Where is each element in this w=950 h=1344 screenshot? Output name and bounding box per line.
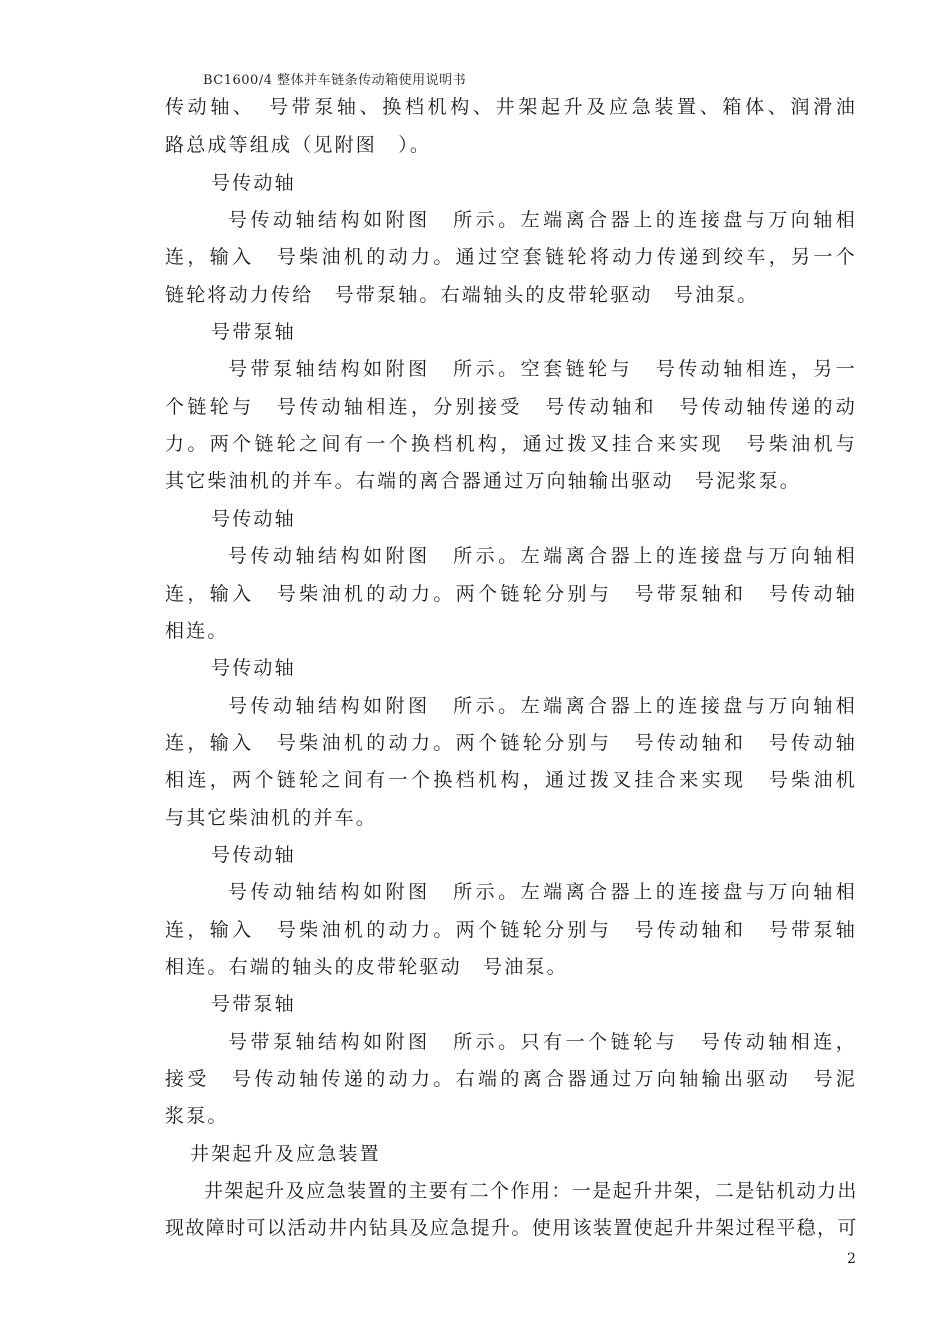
text-line: 其它柴油机的并车。右端的离合器通过万向轴输出驱动 号泥浆泵。 — [165, 470, 802, 492]
text-line: 现故障时可以活动井内钻具及应急提升。使用该装置使起升井架过程平稳，可 — [165, 1217, 857, 1239]
text-line: 号传动轴结构如附图 所示。左端离合器上的连接盘与万向轴相 — [228, 695, 857, 717]
text-line: 相连。 — [165, 620, 229, 642]
section-heading: 号带泵轴 — [211, 321, 296, 343]
text-line: 力。两个链轮之间有一个换档机构，通过拨叉挂合来实现 号柴油机与 — [165, 433, 857, 455]
text-line: 连，输入 号柴油机的动力。两个链轮分别与 号传动轴和 号带泵轴 — [165, 919, 857, 941]
text-line: 与其它柴油机的并车。 — [165, 807, 378, 829]
text-line: 井架起升及应急装置的主要有二个作用：一是起升井架，二是钻机动力出 — [204, 1180, 857, 1202]
text-line: 路总成等组成（见附图 ）。 — [165, 134, 432, 156]
page-number: 2 — [847, 1251, 856, 1267]
text-line: 个链轮与 号传动轴相连，分别接受 号传动轴和 号传动轴传递的动 — [165, 396, 857, 418]
section-heading: 号传动轴 — [211, 172, 296, 194]
text-line: 接受 号传动轴传递的动力。右端的离合器通过万向轴输出驱动 号泥 — [165, 1068, 857, 1090]
text-line: 传动轴、 号带泵轴、换档机构、井架起升及应急装置、箱体、润滑油 — [165, 96, 857, 118]
section-heading: 号带泵轴 — [211, 993, 296, 1015]
text-line: 号传动轴结构如附图 所示。左端离合器上的连接盘与万向轴相 — [228, 209, 857, 231]
text-line: 浆泵。 — [165, 1105, 229, 1127]
text-line: 连，输入 号柴油机的动力。两个链轮分别与 号带泵轴和 号传动轴 — [165, 583, 857, 605]
text-line: 号传动轴结构如附图 所示。左端离合器上的连接盘与万向轴相 — [228, 545, 857, 567]
text-line: 号带泵轴结构如附图 所示。只有一个链轮与 号传动轴相连， — [228, 1031, 857, 1053]
text-line: 连，输入 号柴油机的动力。通过空套链轮将动力传递到绞车，另一个 — [165, 246, 857, 268]
text-line: 相连。右端的轴头的皮带轮驱动 号油泵。 — [165, 956, 568, 978]
text-line: 连，输入 号柴油机的动力。两个链轮分别与 号传动轴和 号传动轴 — [165, 732, 857, 754]
text-line: 号传动轴结构如附图 所示。左端离合器上的连接盘与万向轴相 — [228, 881, 857, 903]
text-line: 相连，两个链轮之间有一个换档机构，通过拨叉挂合来实现 号柴油机 — [165, 769, 857, 791]
section-heading: 号传动轴 — [211, 508, 296, 530]
running-header: BC1600/4 整体并车链条传动箱使用说明书 — [203, 73, 467, 88]
text-line: 号带泵轴结构如附图 所示。空套链轮与 号传动轴相连，另一 — [228, 358, 857, 380]
text-line: 链轮将动力传给 号带泵轴。右端轴头的皮带轮驱动 号油泵。 — [165, 284, 759, 306]
section-heading: 号传动轴 — [211, 657, 296, 679]
section-heading: 号传动轴 — [211, 844, 296, 866]
section-heading: 井架起升及应急装置 — [190, 1143, 381, 1165]
